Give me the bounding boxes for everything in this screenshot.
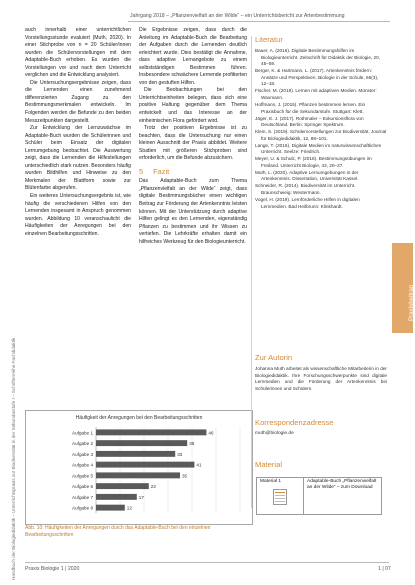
bar [96,440,187,446]
category-label: Aufgabe 8 [72,505,93,511]
side-tab-label: Praxisbeitrag [408,284,415,321]
author-heading: Zur Autorin [255,353,293,362]
running-header: Jahrgang 2018 – „Pflanzenvielfalt an der Wilde“ – ein Unterrichtsbericht zur Artenbestimmung [130,13,345,19]
document-thumbnail-icon [273,489,287,505]
category-label: Aufgabe 2 [72,441,93,447]
header-rule [128,21,390,22]
bar [96,483,149,489]
category-label: Aufgabe 6 [72,484,93,490]
material-cell-label [257,478,304,515]
paragraph: Ein weiteres Untersuchungsergebnis ist, wie häufig die verschiedenen Hilfen von den Lernenden insgesamt in Anspruch genommen wurden. Abbildung 10 veranschaulicht die Häufigkeiten der Anregungen bei den einzelnen Bearbeitungsschritten. [25,193,131,237]
reference-item: Schneider, R. (2014). Biodiversität im Unterricht. Braunschweig: Westermann. [255,183,356,195]
reference-item: Jäger, E. J. (2017). Rothmaler – Exkursionsflora von Deutschland. Berlin: Springer Spektrum. [255,115,364,128]
reference-item: Vogel, H. (2019). Lernförderliche Hilfen in digitalen Lernmedien. Bad Heilbrunn: Klinkhardt. [255,196,360,209]
value-label: 22 [150,484,156,490]
paragraph: Das Adaptable-Buch zum Thema „Pflanzenvielfalt an der Wilde“ zeigt, dass digitale Bestimmungsbücher einen wichtigen Beitrag zur Förderung der Artenkenntnis leisten können. Mit der Unterstützung durch adaptive Hilfen gelingt es den Lernenden, eigenständig Pflanzen zu bestimmen und ihr Wissen zu vertiefen. Die Lehrkräfte erhalten damit ein hilfreiches Werkzeug für den Biologieunterricht. [139,178,247,245]
paragraph: Zur Entwicklung der Lernzuwächse im Adaptable-Buch wurden die Schülerinnen und Schüler beim Einsatz der digitalen Lernumgebung beobachtet. Die Auswertung zeigt, dass die Lernenden die Hilfestellungen unterschiedlich stark nutzen. Besonders häufig wurden Bildhilfen und Hinweise zu den Merkmalen der Blattform sowie zur Blütenfarbe abgerufen. [25,125,131,192]
author-bio: Johanna Muth arbeitet als wissenschaftliche Mitarbeiterin in der Biologiedidaktik. Ihre Forschungsschwerpunkte sind digitale Lernmedien und die Förderung der Artenkenntnis bei Schülerinnen und Schülern. [255,366,387,391]
chart-title: Häufigkeit der Anregungen bei den Bearbeitungsschritten [75,415,203,421]
page-number: 1 | 07 [378,566,391,572]
material-description[interactable]: Adaptable-Buch „Pflanzenvielfalt an der Wilde“ – zum Download [304,478,382,515]
footer-rule [25,562,389,563]
value-label: 33 [177,451,183,457]
value-label: 35 [182,473,188,479]
paragraph: Trotz der positiven Ergebnisse ist zu beachten, dass die Untersuchung nur einen kleinen Ausschnitt der Praxis abbildet. Weitere Studien mit größeren Stichproben sind erforderlich, um die Befunde abzusichern. [139,125,247,162]
category-label: Aufgabe 7 [72,494,93,500]
side-vertical-text: Handbuch der Biologiedidaktik – Unterrichtspraxis zur Biodiversität in der Sekundarstufe I – Schriftenreihe Fachdidaktik [11,337,16,580]
reference-item: Meyer, U. & Schulz, P. (2018). Bestimmungsübungen im Freiland. Unterricht Biologie, 43, 20–27. [255,156,372,168]
column-divider [251,36,252,508]
paragraph: Die Untersuchungsergebnisse zeigen, dass die Lernenden einen zunehmend differenzierten Zugang zu den Bestimmungsmerkmalen entwickeln. Im Folgenden werden die Befunde zu den beiden Messzeitpunkten dargestellt. [25,79,131,124]
section-title: Fazit [153,166,170,176]
text-column-2 [139,27,247,246]
bar [96,462,194,468]
value-label: 12 [126,505,132,511]
literature-heading: Literatur [255,35,283,44]
category-label: Aufgabe 3 [72,451,93,457]
material-label: Material 1 [260,479,282,484]
reference-item: Bauer, A. (2016). Digitale Bestimmungshilfen im Biologieunterricht. Zeitschrift für Didaktik der Biologie, 20, 45–59. [255,48,381,67]
value-label: 46 [208,430,214,436]
bar [96,451,175,457]
paragraph: Die Beobachtungen bei den Unterrichtseinheiten belegen, dass sich eine positive Haltung gegenüber dem Thema entwickelt und das Interesse an der einheimischen Flora gefördert wird. [139,87,247,124]
text-column-1 [25,27,131,238]
reference-item: Klein, S. (2019). Schülervorstellungen zur Biodiversität. Journal für Biologiedidaktik, 12, 88–101. [255,129,387,141]
reference-item: Fischer, M. (2018). Lernen mit adaptiven Medien. Münster: Waxmann. [255,88,377,100]
category-label: Aufgabe 5 [72,473,93,479]
bar [96,472,180,478]
category-label: Aufgabe 4 [72,462,93,468]
paragraph: Die Ergebnisse zeigen, dass durch die Anleitung im Adaptable-Buch die Bearbeitung der Aufgaben durch die Lernenden deutlich erleichtert wurde. Dies bestätigt die Annahme, dass adaptive Lernangebote zu einem selbstständigen Bestimmen führen. Insbesondere schwächere Lernende profitierten von den gestuften Hilfen. [139,27,247,86]
reference-item: Muth, L. (2020). Adaptive Lernumgebungen in der Artenkenntnis. Dissertation, Universität Kassel. [255,169,359,182]
reference-item: Berger, K. & Hartmann, L. (2017). Artenkenntnis fördern: Ansätze und Perspektiven. Biologie in der Schule, 66(3), 12–18. [255,68,379,87]
material-section [255,460,387,473]
value-label: 17 [138,494,144,500]
category-label: Aufgabe 1 [72,430,93,436]
section-number: 5 [139,166,144,176]
bar-chart [26,411,252,524]
material-heading: Material [255,460,283,469]
contact-heading: Korrespondenzadresse [255,418,334,427]
material-table [256,477,382,515]
value-label: 41 [196,462,202,468]
paragraph: auch innerhalb einer unterrichtlichen Vorstellungsstunde evaluiert (Muth, 2020). In einer Stichprobe von n = 20 Schüler/innen wurden die Schülervorstellungen mit dem Adaptable-Buch erhoben. Es wurden die Vorstellungen vor und nach dem Unterricht verglichen und die Entwicklung analysiert. [25,27,131,79]
reference-item: Lange, T. (2016). Digitale Medien im naturwissenschaftlichen Unterricht. Seelze: Friedrich. [255,142,382,155]
bar [96,429,206,435]
figure-caption: Abb. 10: Häufigkeiten der Anregungen durch das Adaptable-Buch bei den einzelnen Bearbeitungsschritten [25,525,211,538]
bar [96,505,125,511]
value-label: 38 [189,441,195,447]
footer-journal: Praxis Biologie 1 | 2020 [25,566,80,572]
bar-chart-figure [25,410,253,525]
literature-section [255,35,387,211]
contact-section [255,418,387,436]
contact-email[interactable]: muth@biologie.de [255,431,294,436]
section-heading-fazit [139,168,247,176]
bar [96,494,137,500]
reference-item: Hoffmann, J. (2015). Pflanzen bestimmen lernen. Ein Praxisbuch für die Sekundarstufe. Stuttgart: Klett. [255,101,366,114]
author-section [255,353,387,392]
section-side-tab [392,243,413,333]
